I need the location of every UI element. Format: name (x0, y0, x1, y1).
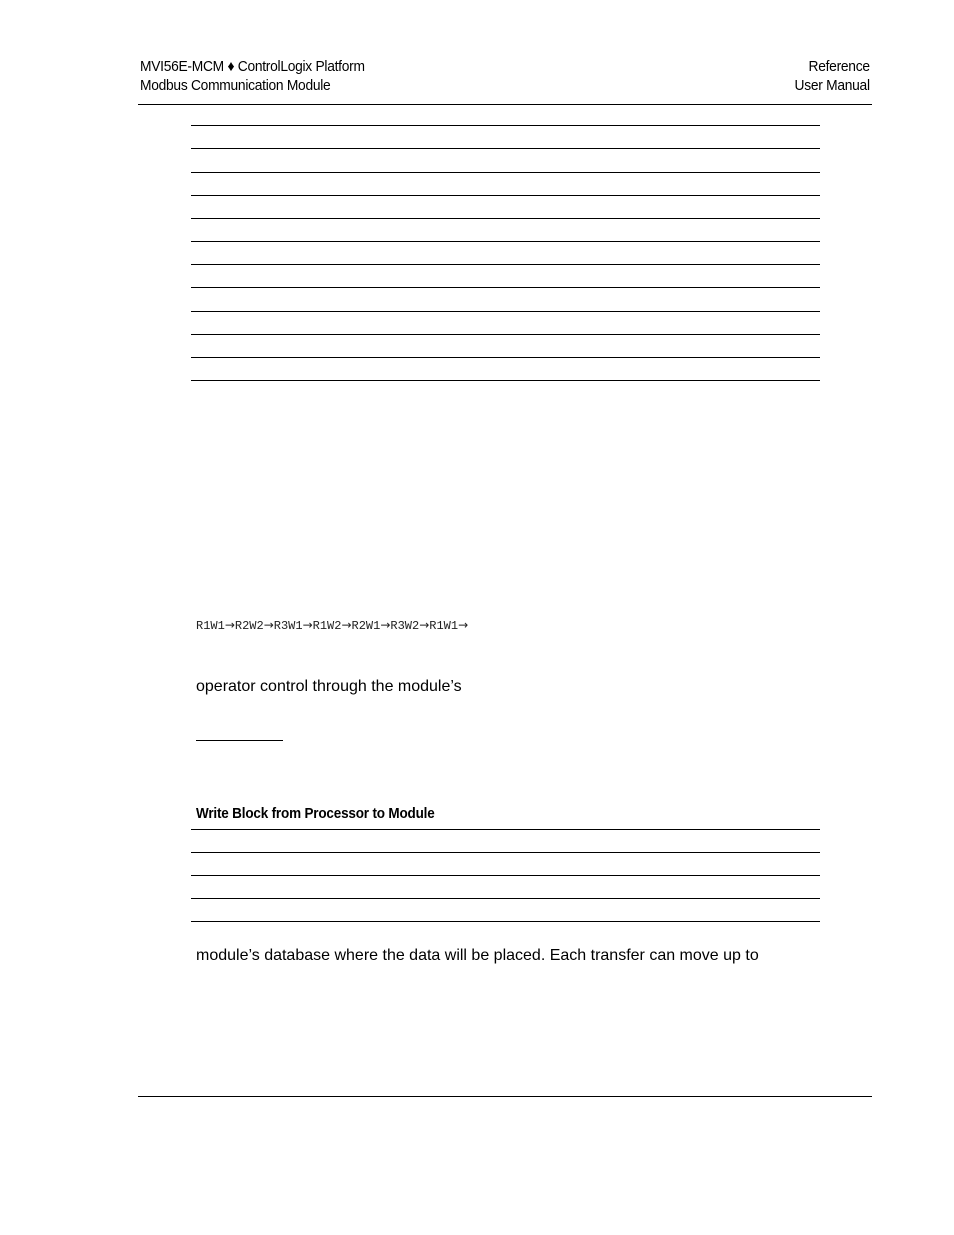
body-paragraph-fragment: module’s database where the data will be placed. Each transfer can move up to (196, 947, 759, 964)
table-row-rule (191, 125, 820, 126)
arrow-right-icon: → (263, 618, 274, 632)
table-row-rule (191, 875, 820, 876)
sequence-step: R2W2 (234, 619, 264, 633)
sequence-step: R3W1 (273, 619, 303, 633)
arrow-right-icon: → (302, 618, 313, 632)
sequence-step: R1W1 (196, 619, 225, 633)
table-caption: Write Block from Processor to Module (196, 805, 435, 822)
header-left (140, 57, 365, 95)
header-product-subtitle: Modbus Communication Module (140, 77, 331, 94)
table-row-rule (191, 380, 820, 381)
table-row-rule (191, 311, 820, 312)
table-row-rule (191, 829, 820, 830)
header-product-title: MVI56E-MCM ♦ ControlLogix Platform (140, 58, 365, 75)
table-row-rule (191, 195, 820, 196)
arrow-right-icon: → (458, 618, 469, 632)
header-doc-type: User Manual (794, 77, 870, 94)
sequence-step: R1W2 (312, 619, 342, 633)
sequence-step: R3W2 (390, 619, 420, 633)
table-row-rule (191, 921, 820, 922)
sequence-step: R1W1 (429, 619, 459, 633)
header-section: Reference (808, 58, 870, 75)
table-row-rule (191, 357, 820, 358)
footer-rule (138, 1096, 872, 1097)
block-sequence (196, 618, 468, 633)
table-row-rule (191, 148, 820, 149)
body-paragraph-fragment: operator control through the module’s (196, 678, 462, 695)
arrow-right-icon: → (380, 618, 391, 632)
table-row-rule (191, 218, 820, 219)
arrow-right-icon: → (224, 618, 235, 632)
arrow-right-icon: → (419, 618, 430, 632)
header-right (795, 57, 870, 95)
header-rule (138, 104, 872, 105)
table-row-rule (191, 852, 820, 853)
table-row-rule (191, 287, 820, 288)
sequence-step: R2W1 (351, 619, 381, 633)
table-row-rule (191, 241, 820, 242)
table-row-rule (191, 334, 820, 335)
table-row-rule (191, 898, 820, 899)
note-rule (196, 740, 283, 741)
table-row-rule (191, 264, 820, 265)
arrow-right-icon: → (341, 618, 352, 632)
table-row-rule (191, 172, 820, 173)
